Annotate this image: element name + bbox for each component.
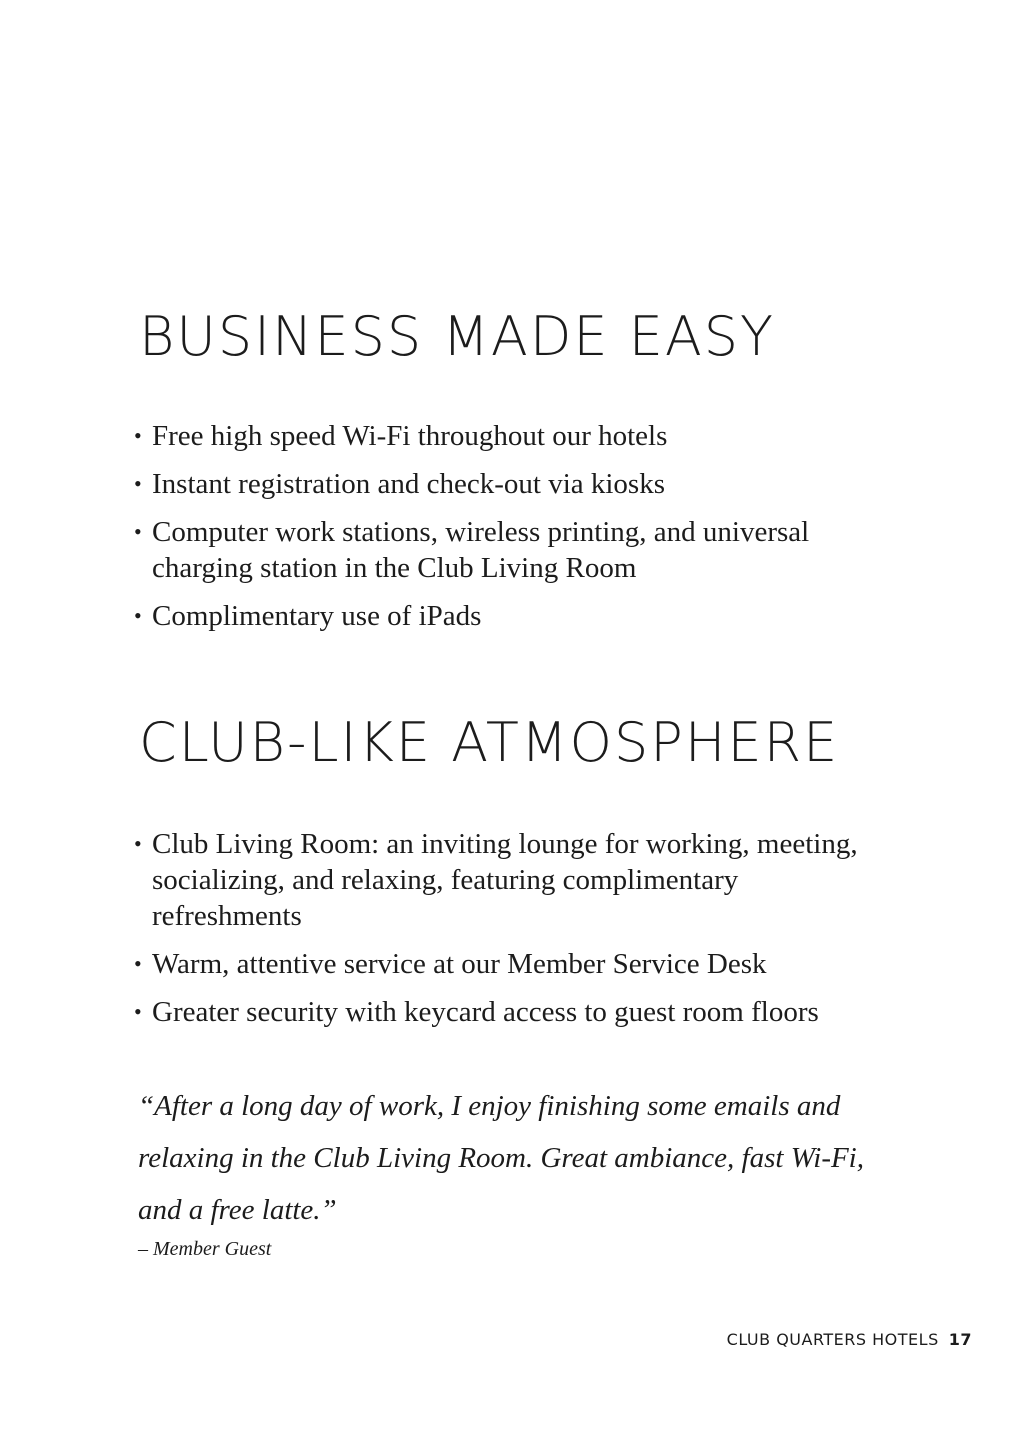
list-item: • Free high speed Wi-Fi throughout our hotels [134, 418, 854, 454]
page-footer [727, 1330, 972, 1349]
business-features-list [134, 418, 854, 646]
atmosphere-features-list [134, 826, 884, 1042]
footer-brand: CLUB QUARTERS HOTELS [726, 1330, 939, 1349]
section-heading-atmosphere: CLUB-LIKE ATMOSPHERE [139, 711, 840, 774]
list-item: • Computer work stations, wireless printing, and universal charging station in the Club Living Room [134, 514, 854, 586]
list-item: • Complimentary use of iPads [134, 598, 854, 634]
testimonial-attribution: – Member Guest [138, 1238, 272, 1260]
page-number: 17 [948, 1330, 972, 1349]
list-item: • Greater security with keycard access to guest room floors [134, 994, 884, 1030]
list-item: • Club Living Room: an inviting lounge for working, meeting, socializing, and relaxing, featuring complimentary refreshments [134, 826, 884, 934]
section-heading-business: BUSINESS MADE EASY [139, 305, 776, 368]
list-item: • Warm, attentive service at our Member Service Desk [134, 946, 884, 982]
list-item: • Instant registration and check-out via kiosks [134, 466, 854, 502]
testimonial-quote: “After a long day of work, I enjoy finishing some emails and relaxing in the Club Living Room. Great ambiance, fast Wi-Fi, and a free latte.” [138, 1090, 864, 1226]
